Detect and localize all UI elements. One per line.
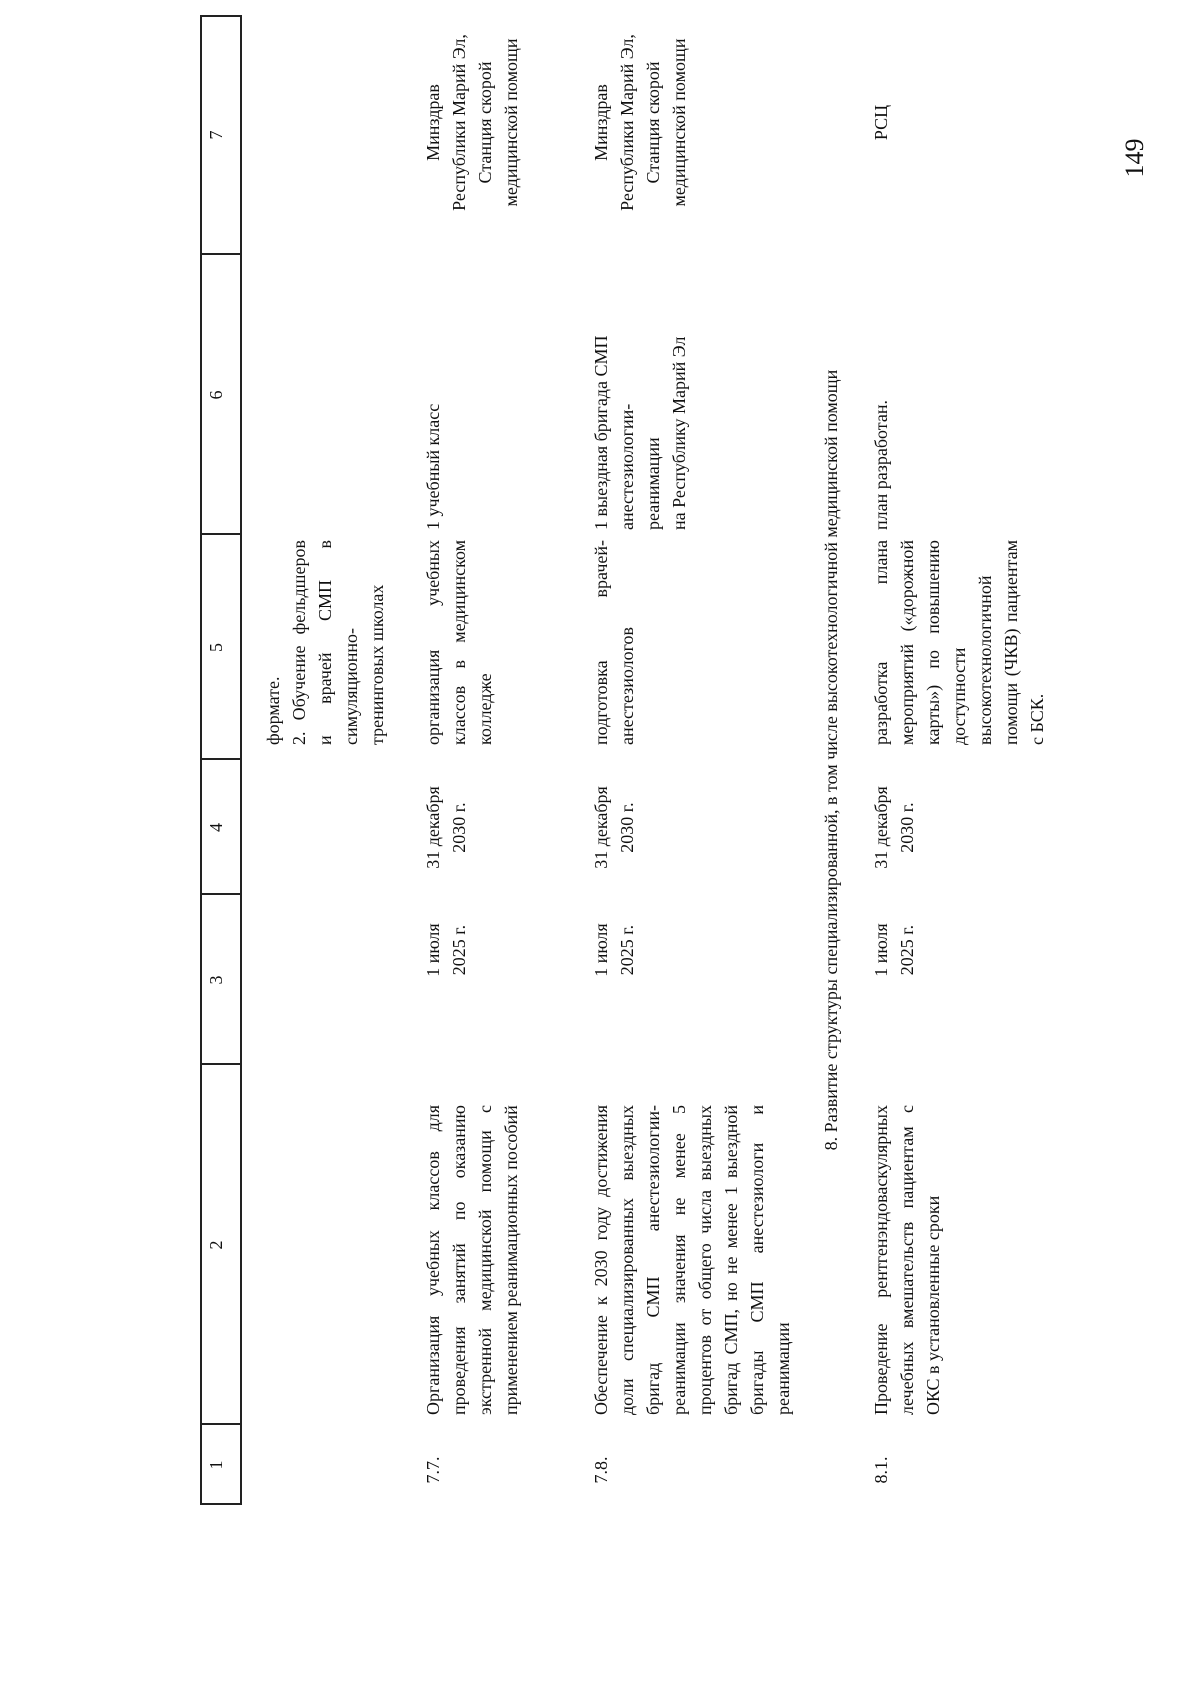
column-header-3: 3 xyxy=(206,975,226,985)
row-number: 7.8. xyxy=(591,1456,611,1484)
page-number: 149 xyxy=(1120,138,1149,178)
row-result: 1 учебный класс xyxy=(423,403,443,530)
row-responsible: Минздрав Республики Марий Эл, Станция скорой медицинской помощи xyxy=(423,34,521,211)
row-start-date: 1 июля 2025 г. xyxy=(423,923,469,977)
row-result: план разработан. xyxy=(871,400,891,530)
rotated-table xyxy=(200,15,1200,1505)
row-result: 1 выездная бригада СМП анестезиологии-реанимации на Республику Марий Эл xyxy=(591,335,689,530)
column-header-2: 2 xyxy=(206,1240,226,1250)
continuation-text: формате. 2. Обучение фельдшеров и врачей СМП в симуляционно-тренинговых школах xyxy=(263,540,387,745)
section-heading: 8. Развитие структуры специализированной, в том числе высокотехнологичной медицинской помощи xyxy=(821,369,841,1151)
row-action: разработка плана мероприятий («дорожной карты») по повышению доступности высокотехнологичной помощи (ЧКВ) пациентам с БСК. xyxy=(871,540,1047,745)
row-measure: Обеспечение к 2030 году достижения доли специализированных выездных бригад СМП анестезиологии-реанимации значения не менее 5 процентов от общего числа выездных бригад СМП, но не менее 1 выездной бригады СМП анестезиологи и реанимации xyxy=(591,1105,793,1415)
row-number: 7.7. xyxy=(423,1456,443,1484)
header-bottom-border xyxy=(240,15,242,1505)
column-header-4: 4 xyxy=(206,823,226,832)
row-end-date: 31 декабря 2030 г. xyxy=(423,786,469,869)
row-start-date: 1 июля 2025 г. xyxy=(871,923,917,977)
row-end-date: 31 декабря 2030 г. xyxy=(591,786,637,869)
row-action: организация учебных классов в медицинском колледже xyxy=(423,540,495,745)
row-responsible: Минздрав Республики Марий Эл, Станция скорой медицинской помощи xyxy=(591,34,689,211)
row-start-date: 1 июля 2025 г. xyxy=(591,923,637,977)
row-number: 8.1. xyxy=(871,1456,891,1484)
row-action: подготовка врачей-анестезиологов xyxy=(591,540,637,745)
header-top-border xyxy=(200,15,202,1505)
column-header-7: 7 xyxy=(206,130,226,140)
row-responsible: РСЦ xyxy=(871,104,891,141)
row-measure: Организация учебных классов для проведения занятий по оказанию экстренной медицинской помощи с применением реанимационных пособий xyxy=(423,1105,521,1415)
column-header-6: 6 xyxy=(206,390,226,400)
column-header-1: 1 xyxy=(206,1460,226,1470)
row-end-date: 31 декабря 2030 г. xyxy=(871,786,917,869)
row-measure: Проведение рентгенэндоваскулярных лечебных вмешательств пациентам с ОКС в установленные сроки xyxy=(871,1105,943,1415)
column-header-5: 5 xyxy=(206,643,226,652)
